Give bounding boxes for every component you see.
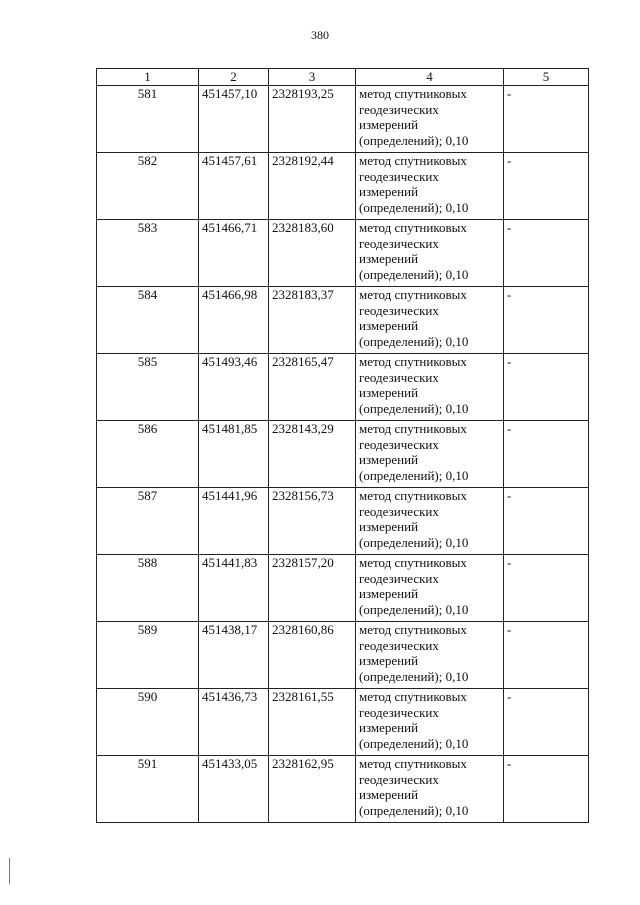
method-line: (определений); 0,10: [359, 199, 469, 215]
method-line: (определений); 0,10: [359, 802, 469, 818]
method-line: измерений: [359, 653, 419, 668]
method-cell: [356, 689, 504, 756]
method-line: (определений); 0,10: [359, 668, 469, 684]
note-cell: -: [504, 756, 589, 823]
note-cell: -: [504, 354, 589, 421]
note-cell: -: [504, 488, 589, 555]
method-line: геодезических: [359, 369, 439, 385]
method-line: (определений); 0,10: [359, 467, 469, 483]
table-row: [97, 153, 589, 220]
point-number-cell: 589: [97, 622, 199, 689]
point-number-cell: 590: [97, 689, 199, 756]
method-line: метод спутниковых: [359, 488, 467, 503]
note-cell: -: [504, 555, 589, 622]
x-coordinate-cell: 451493,46: [199, 354, 269, 421]
y-coordinate-cell: 2328160,86: [269, 622, 356, 689]
table-header-row: [97, 69, 589, 86]
method-line: (определений); 0,10: [359, 601, 469, 617]
x-coordinate-cell: 451457,10: [199, 86, 269, 153]
y-coordinate-cell: 2328193,25: [269, 86, 356, 153]
method-cell: [356, 622, 504, 689]
method-line: метод спутниковых: [359, 354, 467, 369]
method-line: метод спутниковых: [359, 287, 467, 302]
method-line: метод спутниковых: [359, 220, 467, 235]
table-row: [97, 555, 589, 622]
method-line: метод спутниковых: [359, 756, 467, 771]
y-coordinate-cell: 2328192,44: [269, 153, 356, 220]
method-line: измерений: [359, 385, 419, 400]
method-line: геодезических: [359, 168, 439, 184]
page-number: 380: [311, 28, 329, 42]
point-number-cell: 582: [97, 153, 199, 220]
table-row: [97, 354, 589, 421]
method-cell: [356, 756, 504, 823]
y-coordinate-cell: 2328156,73: [269, 488, 356, 555]
x-coordinate-cell: 451441,96: [199, 488, 269, 555]
note-cell: -: [504, 689, 589, 756]
point-number-cell: 591: [97, 756, 199, 823]
y-coordinate-cell: 2328183,37: [269, 287, 356, 354]
x-coordinate-cell: 451438,17: [199, 622, 269, 689]
point-number-cell: 583: [97, 220, 199, 287]
y-coordinate-cell: 2328157,20: [269, 555, 356, 622]
y-coordinate-cell: 2328162,95: [269, 756, 356, 823]
method-line: метод спутниковых: [359, 555, 467, 570]
method-line: геодезических: [359, 771, 439, 787]
method-line: метод спутниковых: [359, 689, 467, 704]
point-number-cell: 586: [97, 421, 199, 488]
point-number-cell: 585: [97, 354, 199, 421]
method-cell: [356, 555, 504, 622]
method-line: геодезических: [359, 704, 439, 720]
x-coordinate-cell: 451441,83: [199, 555, 269, 622]
table-row: [97, 287, 589, 354]
method-line: геодезических: [359, 503, 439, 519]
table-row: [97, 488, 589, 555]
method-line: геодезических: [359, 637, 439, 653]
x-coordinate-cell: 451436,73: [199, 689, 269, 756]
method-cell: [356, 488, 504, 555]
column-header-5: 5: [504, 69, 589, 86]
scan-edge-mark: [9, 858, 12, 884]
method-cell: [356, 287, 504, 354]
column-header-2: 2: [199, 69, 269, 86]
method-cell: [356, 421, 504, 488]
y-coordinate-cell: 2328183,60: [269, 220, 356, 287]
x-coordinate-cell: 451457,61: [199, 153, 269, 220]
column-header-3: 3: [269, 69, 356, 86]
column-header-1: 1: [97, 69, 199, 86]
note-cell: -: [504, 287, 589, 354]
y-coordinate-cell: 2328161,55: [269, 689, 356, 756]
method-line: метод спутниковых: [359, 86, 467, 101]
x-coordinate-cell: 451433,05: [199, 756, 269, 823]
table-row: [97, 689, 589, 756]
method-line: (определений); 0,10: [359, 400, 469, 416]
method-line: измерений: [359, 117, 419, 132]
method-line: измерений: [359, 787, 419, 802]
method-line: геодезических: [359, 436, 439, 452]
method-line: (определений); 0,10: [359, 266, 469, 282]
method-cell: [356, 86, 504, 153]
method-line: геодезических: [359, 302, 439, 318]
method-line: измерений: [359, 452, 419, 467]
method-line: геодезических: [359, 570, 439, 586]
method-cell: [356, 220, 504, 287]
table-row: [97, 421, 589, 488]
table-row: [97, 622, 589, 689]
method-line: измерений: [359, 184, 419, 199]
method-line: измерений: [359, 720, 419, 735]
table-body: [97, 86, 589, 823]
column-header-4: 4: [356, 69, 504, 86]
method-line: метод спутниковых: [359, 421, 467, 436]
note-cell: -: [504, 153, 589, 220]
table-row: [97, 756, 589, 823]
table-row: [97, 220, 589, 287]
method-line: измерений: [359, 318, 419, 333]
method-line: измерений: [359, 519, 419, 534]
method-cell: [356, 354, 504, 421]
x-coordinate-cell: 451466,98: [199, 287, 269, 354]
method-line: метод спутниковых: [359, 622, 467, 637]
point-number-cell: 581: [97, 86, 199, 153]
method-line: измерений: [359, 586, 419, 601]
note-cell: -: [504, 421, 589, 488]
note-cell: -: [504, 86, 589, 153]
y-coordinate-cell: 2328165,47: [269, 354, 356, 421]
method-line: (определений); 0,10: [359, 534, 469, 550]
method-cell: [356, 153, 504, 220]
y-coordinate-cell: 2328143,29: [269, 421, 356, 488]
method-line: (определений); 0,10: [359, 333, 469, 349]
method-line: метод спутниковых: [359, 153, 467, 168]
coordinates-table: [96, 68, 589, 823]
point-number-cell: 588: [97, 555, 199, 622]
note-cell: -: [504, 220, 589, 287]
method-line: геодезических: [359, 101, 439, 117]
method-line: (определений); 0,10: [359, 132, 469, 148]
method-line: геодезических: [359, 235, 439, 251]
method-line: (определений); 0,10: [359, 735, 469, 751]
table-row: [97, 86, 589, 153]
x-coordinate-cell: 451481,85: [199, 421, 269, 488]
method-line: измерений: [359, 251, 419, 266]
note-cell: -: [504, 622, 589, 689]
point-number-cell: 584: [97, 287, 199, 354]
point-number-cell: 587: [97, 488, 199, 555]
x-coordinate-cell: 451466,71: [199, 220, 269, 287]
